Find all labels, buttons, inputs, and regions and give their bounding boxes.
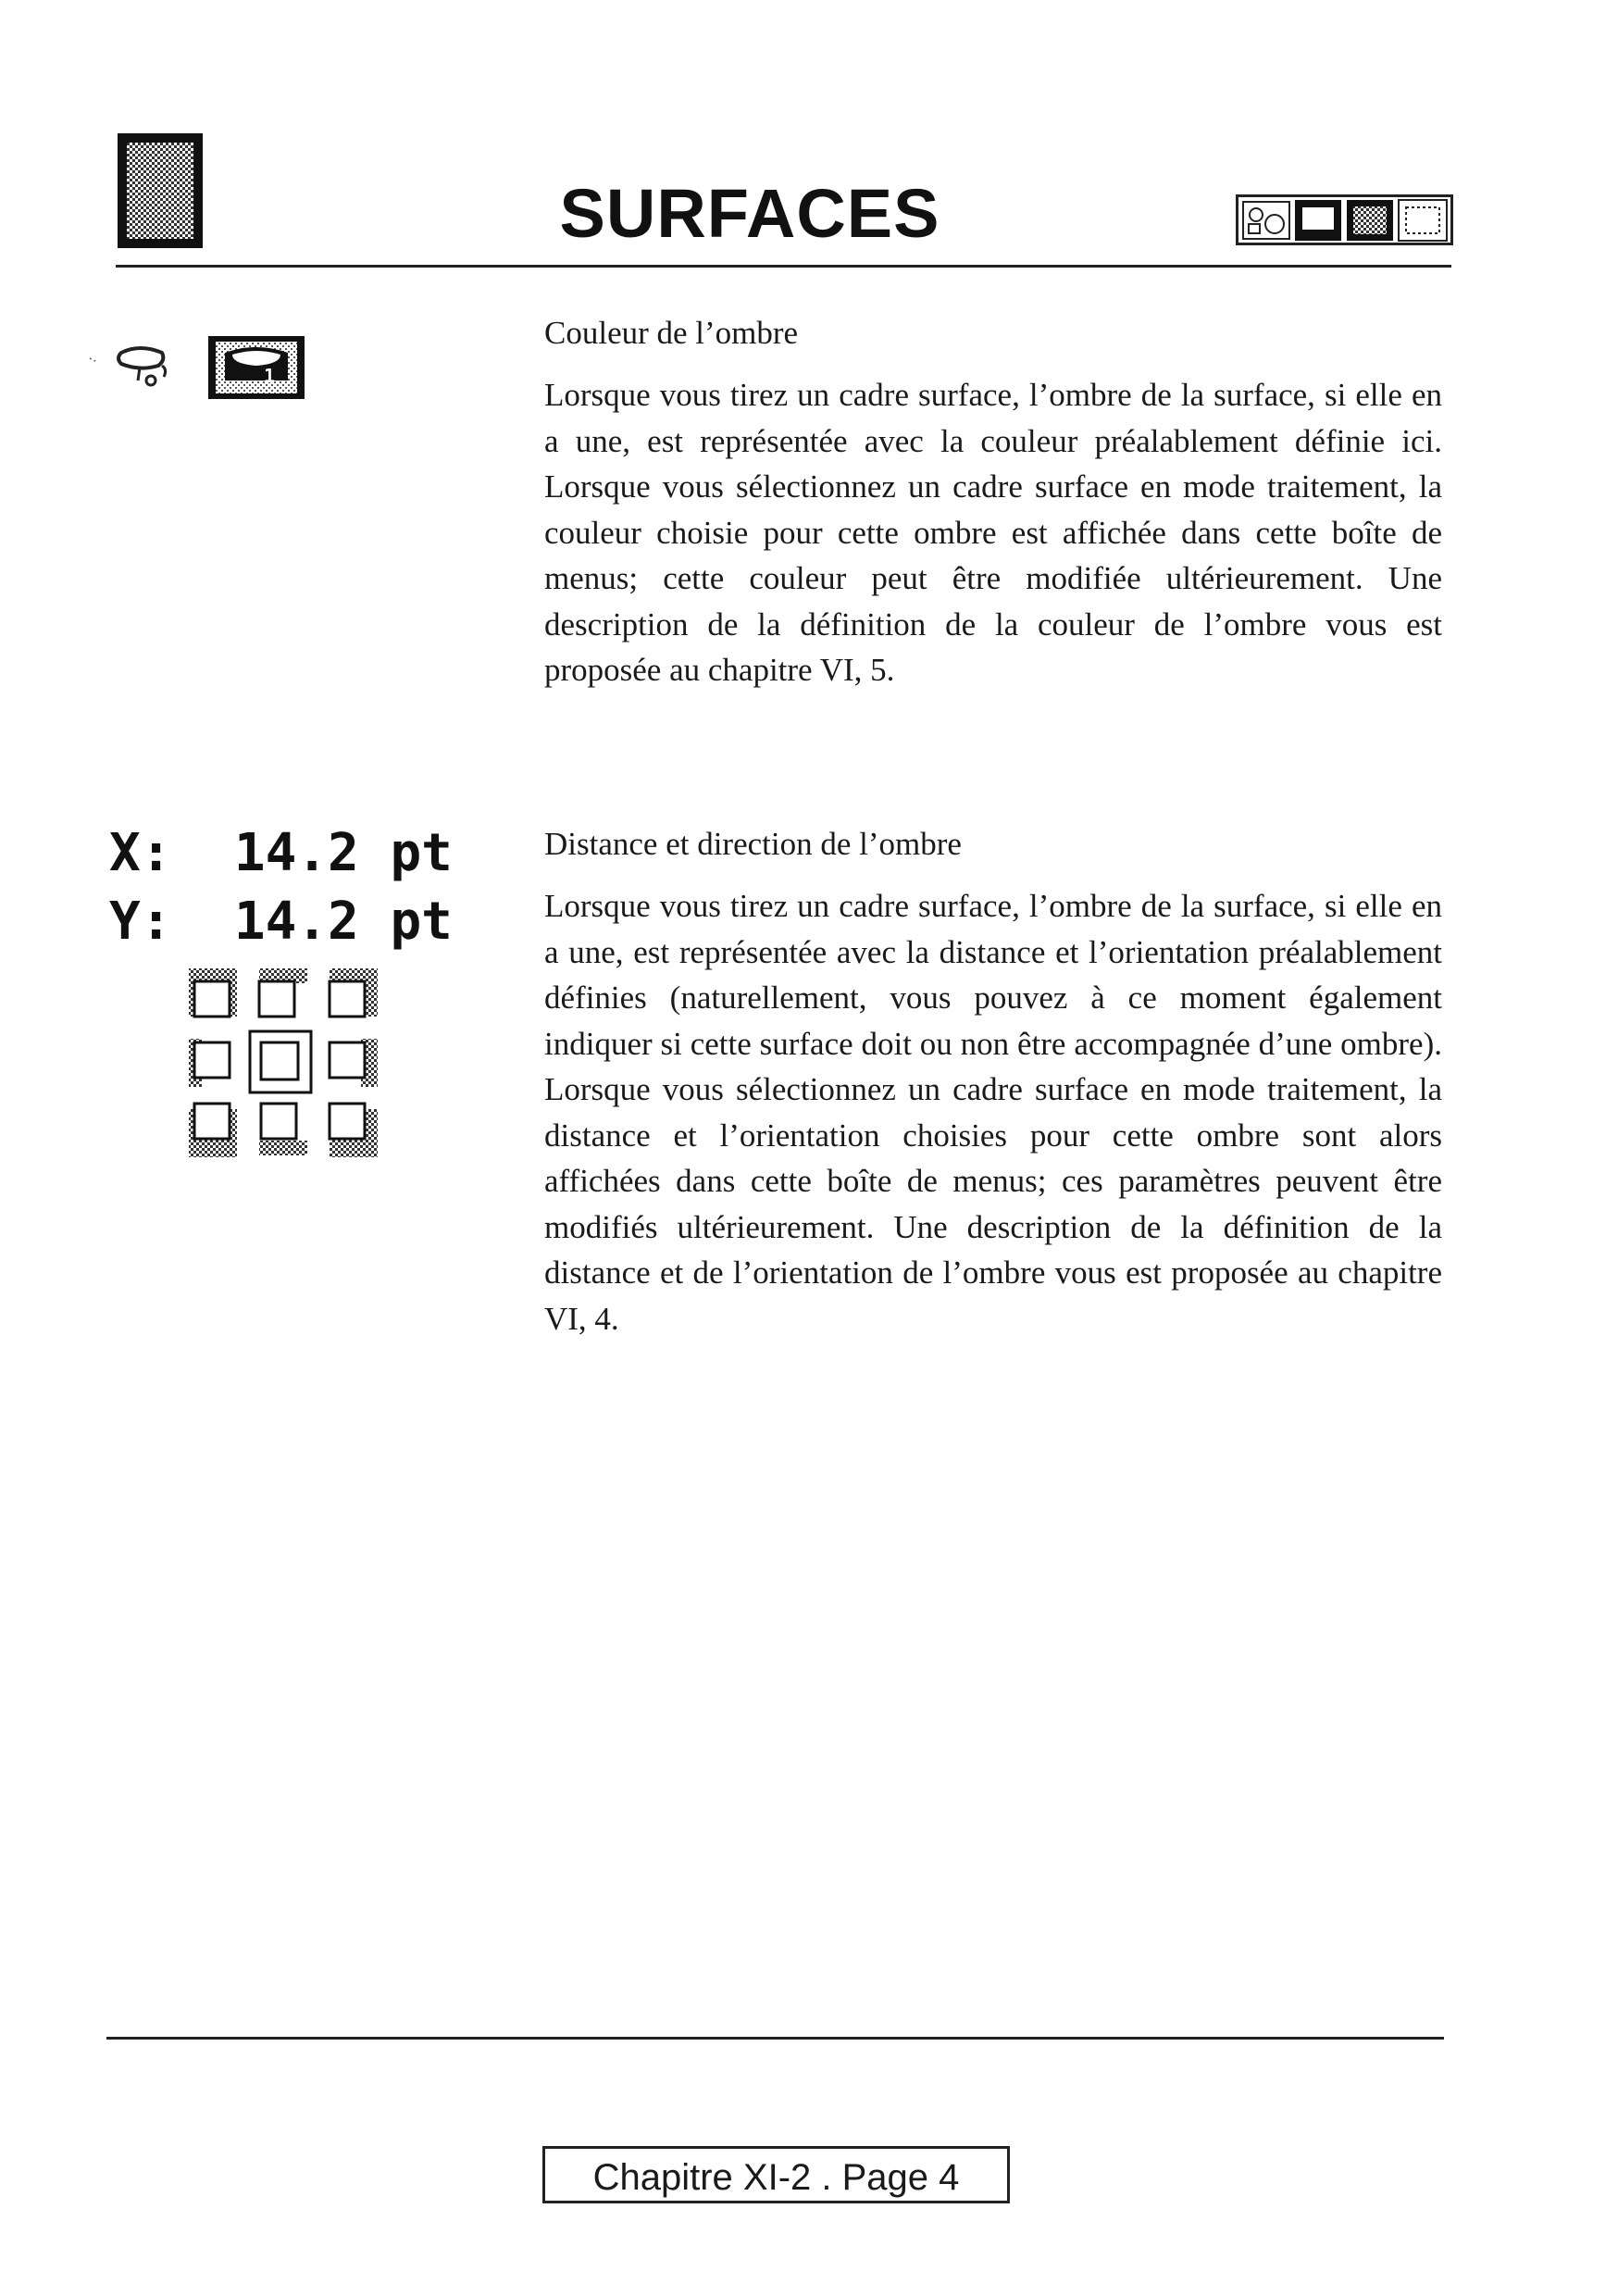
- filled-frame-icon: [1295, 200, 1341, 241]
- section-heading: Distance et direction de l’ombre: [544, 826, 962, 862]
- header-rule: [116, 265, 1451, 268]
- y-label: Y:: [109, 892, 172, 952]
- section-body: Lorsque vous tirez un cadre surface, l’ombre de la surface, si elle en a une, est représentée avec la distance et l’orientation préalablement définies (naturellement, vous pouvez à ce moment également indiquer si cette surface doit ou non être accompagnée d’une ombre). Lorsque vous sélectionnez un cadre surface en mode traitement, la distance et l’orientation choisies pour cette ombre sont alors affichées dans cette boîte de menus; ces paramètres peuvent être modifiés ultérieurement. Une description de la définition de la distance et de l’orientation de l’ombre vous est proposée au chapitre VI, 4.: [544, 888, 1442, 1337]
- section-body: Lorsque vous tirez un cadre surface, l’ombre de la surface, si elle en a une, est représentée avec la couleur préalablement définie ici. Lorsque vous sélectionnez un cadre surface en mode traitement, la couleur choisie pour cette ombre est affichée dans cette boîte de menus; cette couleur peut être modifiée ultérieurement. Une description de la définition de la couleur de l’ombre vous est proposée au chapitre VI, 5.: [544, 377, 1442, 688]
- tool-strip: [1236, 194, 1453, 245]
- shadow-direction-grid-icon: [185, 965, 381, 1161]
- shadow-offset-readout: [109, 819, 453, 956]
- shadow-color-swatch-icon: [208, 336, 305, 399]
- y-value: 14.2 pt: [233, 892, 453, 952]
- shadow-color-value: 1: [264, 365, 276, 387]
- page-number-label: Chapitre XI-2 . Page 4: [542, 2146, 1010, 2203]
- page-title: SURFACES: [559, 175, 940, 252]
- section-shadow-distance: [544, 824, 1442, 1341]
- surface-tool-icon: [116, 131, 205, 250]
- x-label: X:: [109, 823, 172, 883]
- patterned-frame-icon: [1347, 200, 1393, 241]
- shadow-color-widget: [88, 329, 310, 403]
- shape-palette-icon: [1243, 202, 1289, 239]
- dotted-frame-icon: [1399, 200, 1447, 241]
- shadow-toggle-icon: [90, 348, 166, 385]
- footer-rule: [106, 2037, 1444, 2040]
- x-value: 14.2 pt: [233, 823, 453, 883]
- section-shadow-color: [544, 313, 1442, 693]
- section-heading: Couleur de l’ombre: [544, 315, 799, 351]
